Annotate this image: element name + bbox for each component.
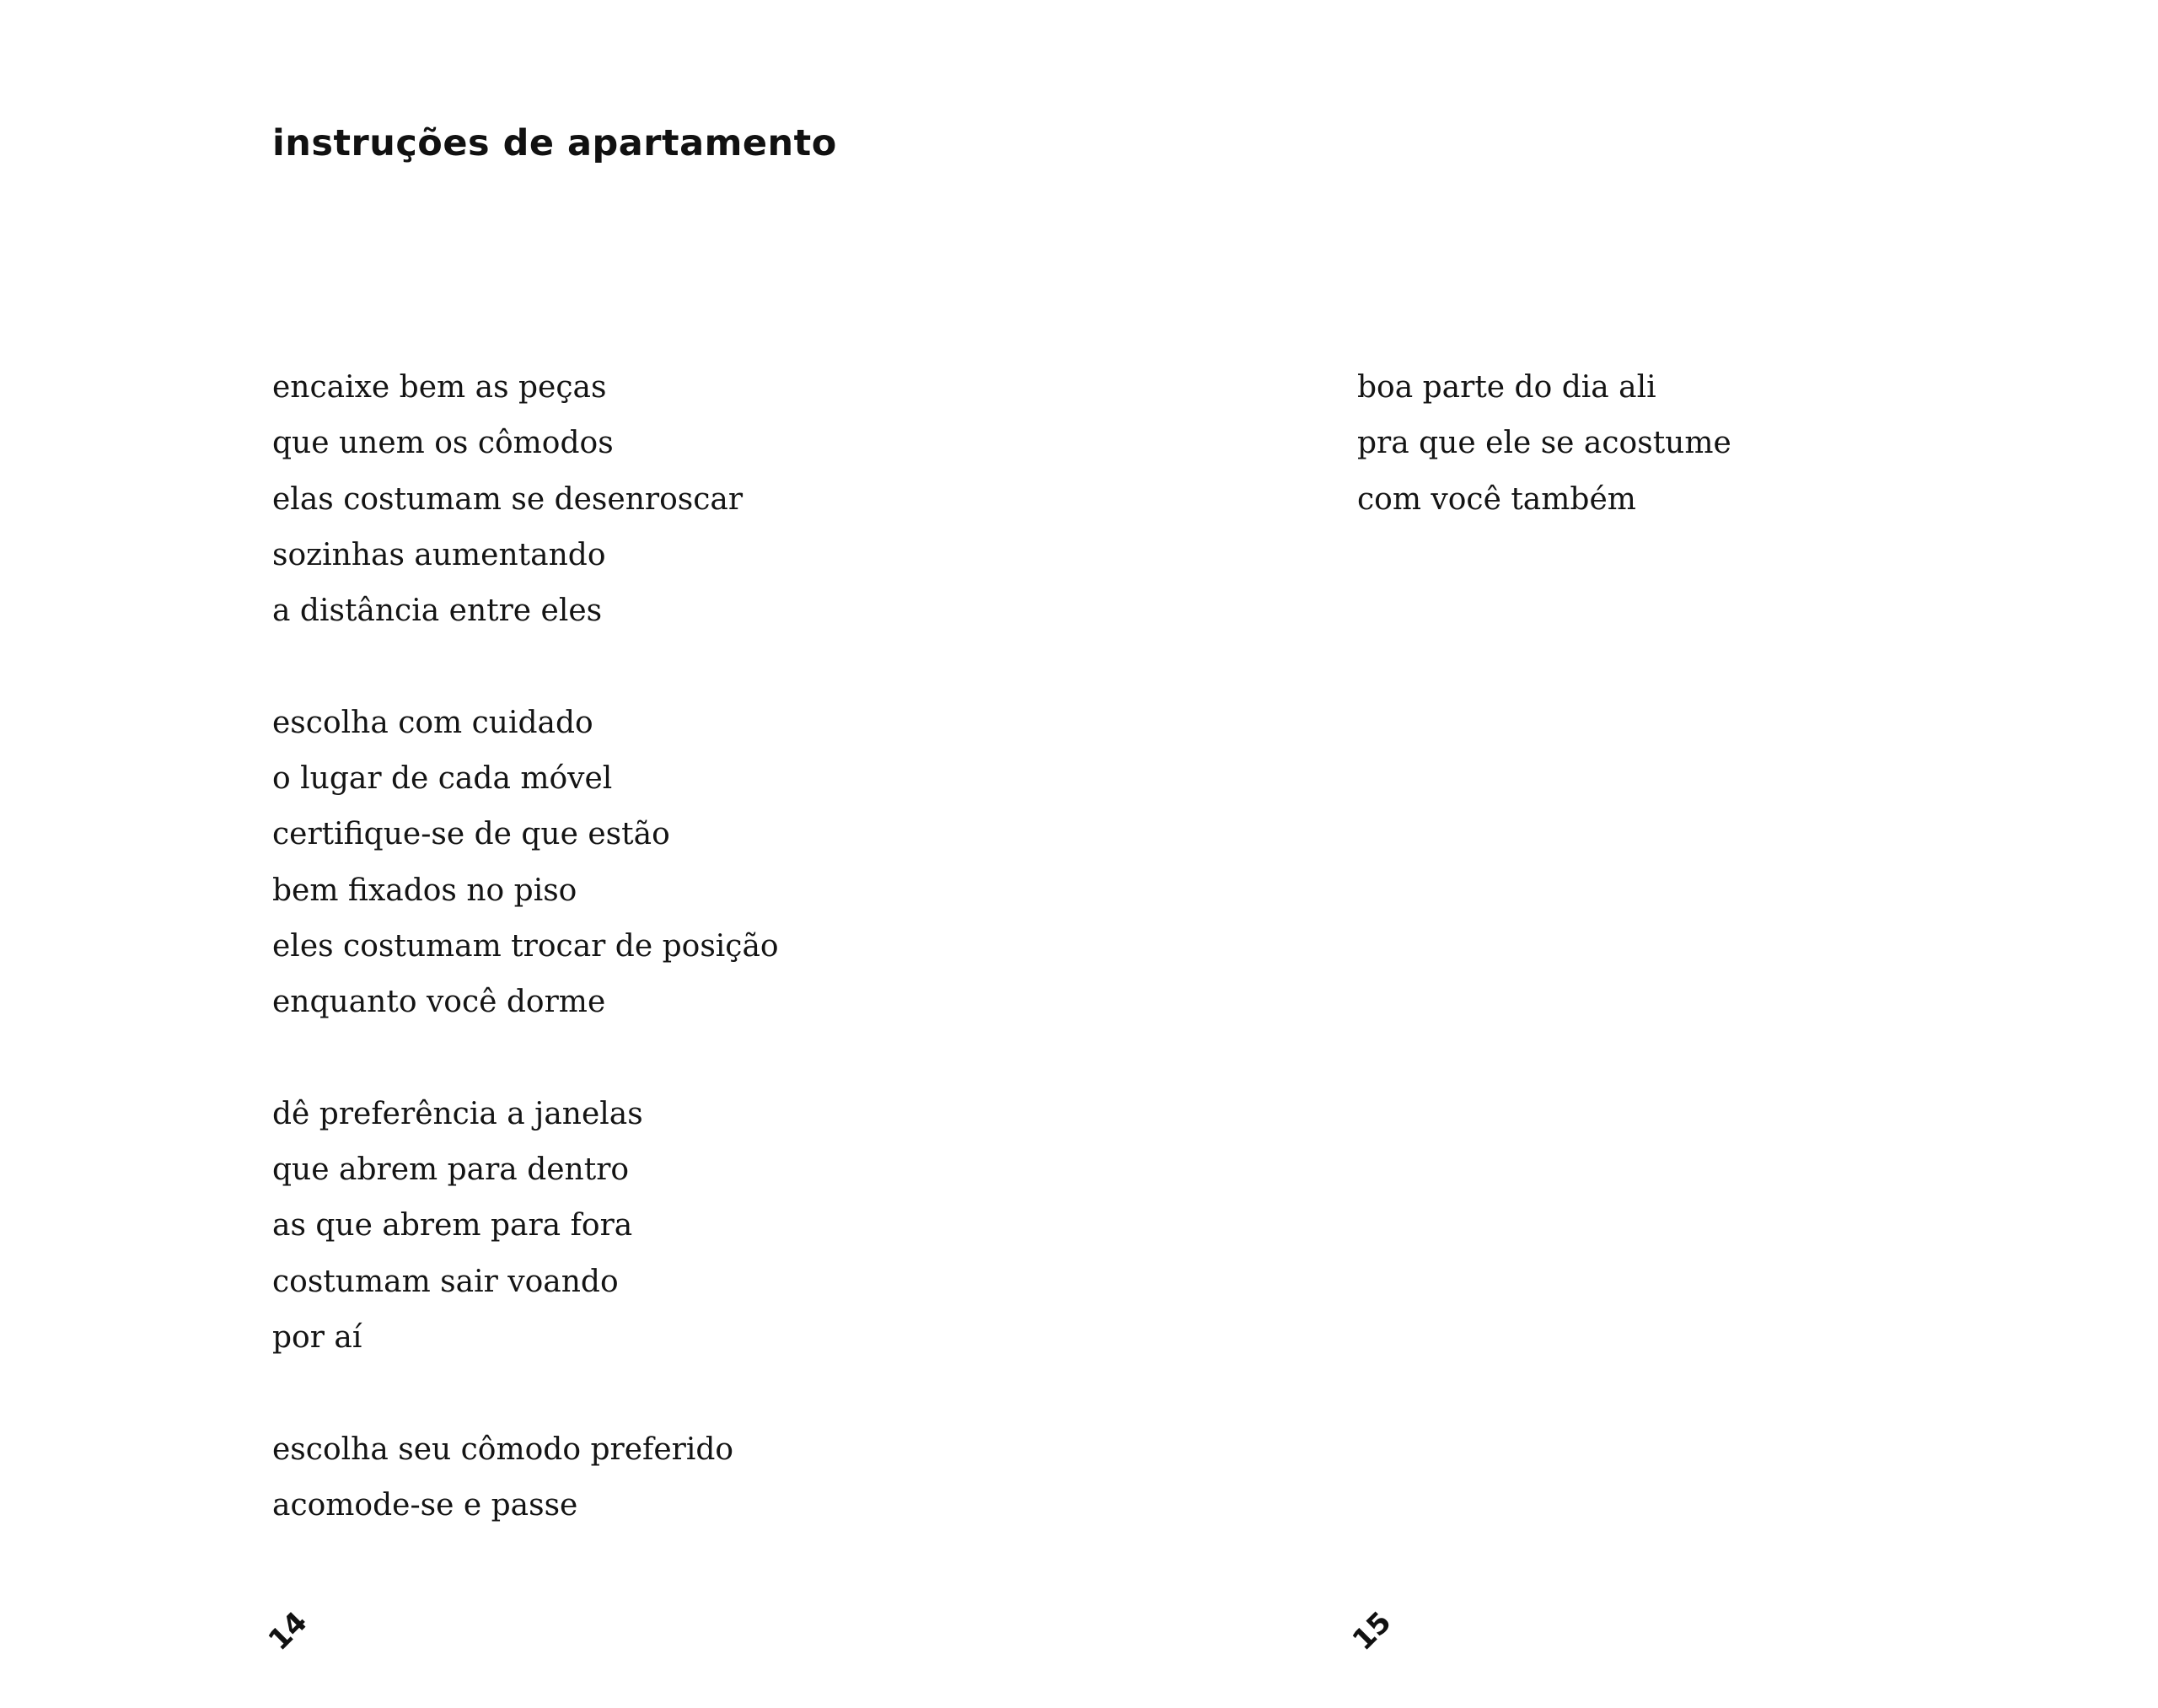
stanza [272, 360, 1200, 639]
poem-title: instruções de apartamento [272, 122, 837, 164]
poem-line: bem fixados no piso [272, 873, 577, 908]
poem-line: boa parte do dia ali [1357, 370, 1656, 405]
stanza [1357, 360, 2116, 528]
poem-line: sozinhas aumentando [272, 537, 606, 572]
poem-line: escolha seu cômodo preferido [272, 1431, 734, 1467]
poem-line: eles costumam trocar de posição [272, 928, 779, 964]
poem-line: a distância entre eles [272, 594, 603, 629]
poem-line: as que abrem para fora [272, 1208, 633, 1243]
poem-line: escolha com cuidado [272, 705, 593, 740]
stanza [272, 1087, 1200, 1366]
poem-line: por aí [272, 1320, 362, 1356]
poem-line: com você também [1357, 481, 1636, 517]
page-number-left: 14 [261, 1605, 314, 1657]
poem-line: elas costumam se desenroscar [272, 481, 743, 517]
page-number-right: 15 [1345, 1605, 1398, 1657]
poem-line: dê preferência a janelas [272, 1096, 643, 1131]
poem-line: certifique-se de que estão [272, 817, 670, 852]
poem-line: que unem os cômodos [272, 426, 614, 461]
left-page-poem [272, 360, 1200, 1590]
poem-line: acomode-se e passe [272, 1487, 578, 1523]
poem-line: o lugar de cada móvel [272, 761, 613, 797]
poem-line: pra que ele se acostume [1357, 426, 1731, 461]
right-page-poem [1357, 360, 2116, 583]
stanza [272, 1422, 1200, 1534]
stanza [272, 696, 1200, 1031]
poem-line: enquanto você dorme [272, 985, 606, 1020]
poem-line: que abrem para dentro [272, 1152, 630, 1188]
poem-line: costumam sair voando [272, 1264, 619, 1299]
poem-line: encaixe bem as peças [272, 370, 607, 405]
